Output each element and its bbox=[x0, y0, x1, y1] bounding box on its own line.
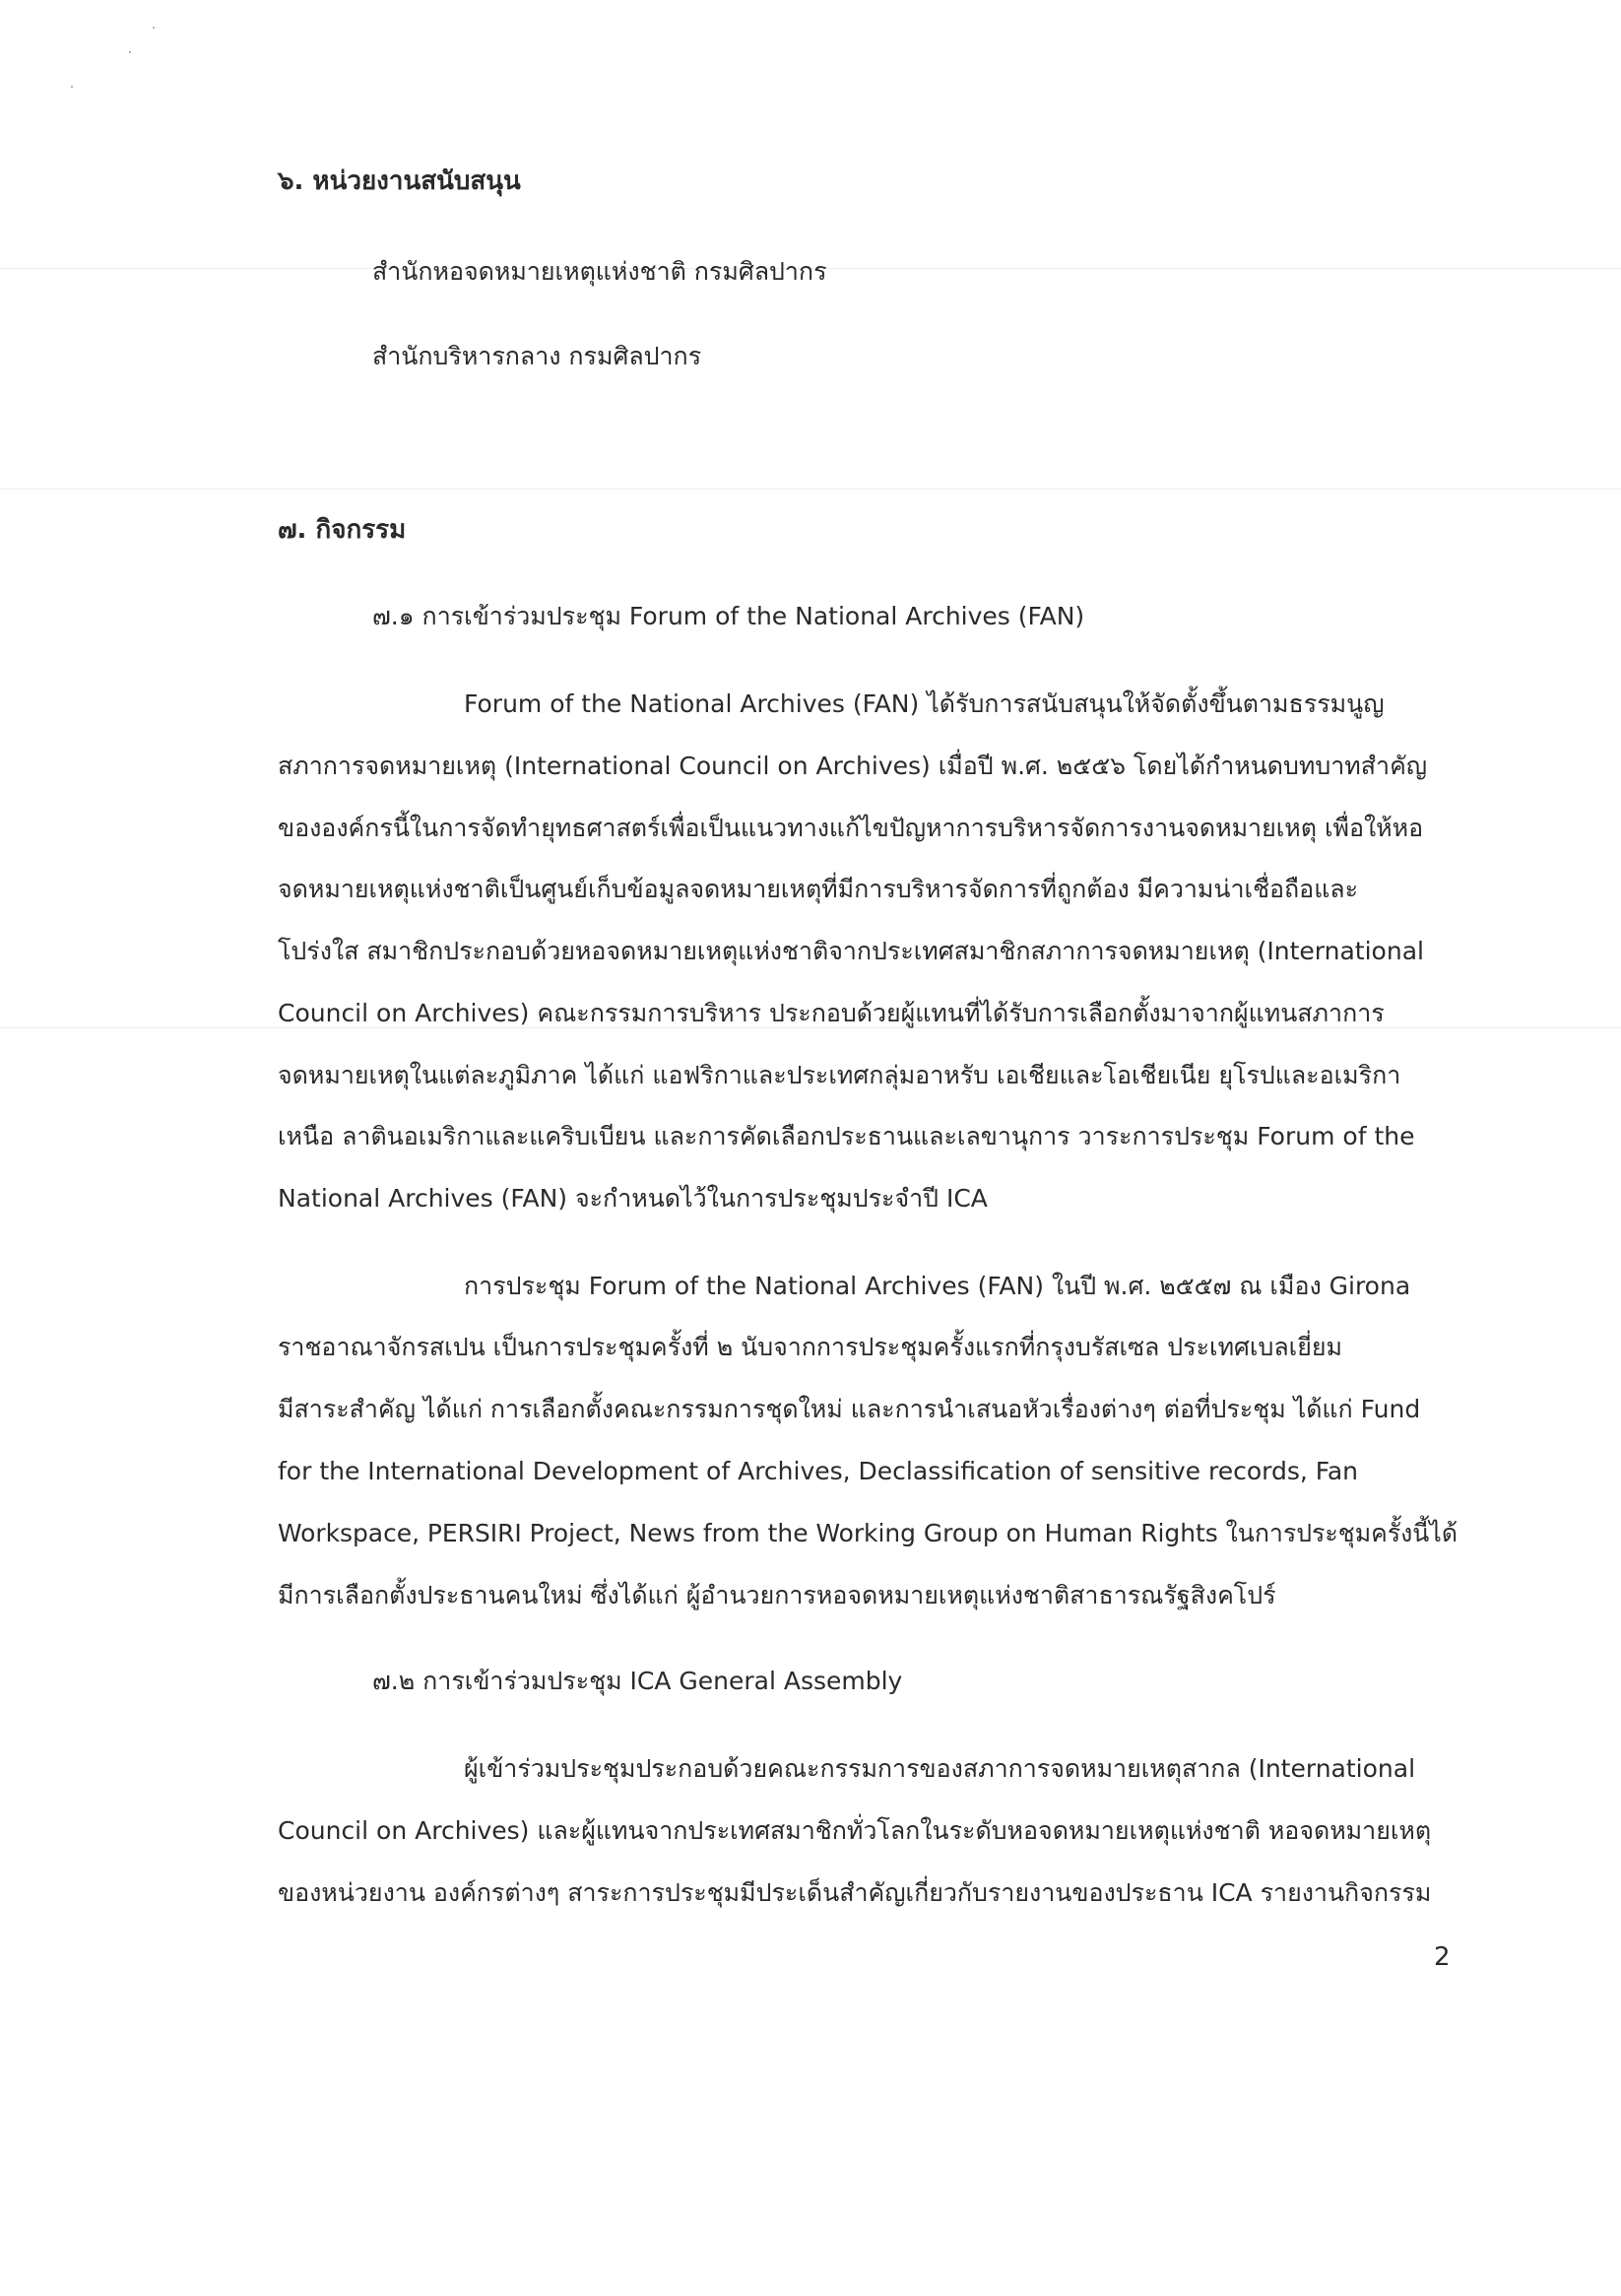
paragraph-line: for the International Development of Archives, Declassification of sensitive records, Fan bbox=[278, 1457, 1358, 1485]
paragraph-line: ผู้เข้าร่วมประชุมประกอบด้วยคณะกรรมการของสภาการจดหมายเหตุสากล (International bbox=[464, 1754, 1416, 1783]
paragraph-line: Council on Archives) คณะกรรมการบริหาร ประกอบด้วยผู้แทนที่ได้รับการเลือกตั้งมาจากผู้แทนสภาการ bbox=[278, 999, 1385, 1027]
paragraph-line: สภาการจดหมายเหตุ (International Council on Archives) เมื่อปี พ.ศ. ๒๕๕๖ โดยได้กำหนดบทบาทสำคัญ bbox=[278, 752, 1428, 780]
paragraph-line: ขององค์กรนี้ในการจัดทำยุทธศาสตร์เพื่อเป็นแนวทางแก้ไขปัญหาการบริหารจัดการงานจดหมายเหตุ เพื่อให้หอ bbox=[278, 814, 1424, 842]
subsection-7-2-title: ๗.๒ การเข้าร่วมประชุม ICA General Assembly bbox=[372, 1667, 903, 1695]
paragraph-line: ราชอาณาจักรสเปน เป็นการประชุมครั้งที่ ๒ นับจากการประชุมครั้งแรกที่กรุงบรัสเซล ประเทศเบลเยี่ยม bbox=[278, 1333, 1342, 1361]
paragraph-line: จดหมายเหตุแห่งชาติเป็นศูนย์เก็บข้อมูลจดหมายเหตุที่มีการบริหารจัดการที่ถูกต้อง มีความน่าเชื่อถือและ bbox=[278, 875, 1359, 903]
paragraph-line: National Archives (FAN) จะกำหนดไว้ในการประชุมประจำปี ICA bbox=[278, 1184, 988, 1213]
paragraph-line: มีการเลือกตั้งประธานคนใหม่ ซึ่งได้แก่ ผู้อำนวยการหอจดหมายเหตุแห่งชาติสาธารณรัฐสิงคโปร์ bbox=[278, 1581, 1276, 1609]
paragraph-line: ของหน่วยงาน องค์กรต่างๆ สาระการประชุมมีประเด็นสำคัญเกี่ยวกับรายงานของประธาน ICA รายงานกิจกรรม bbox=[278, 1878, 1432, 1907]
paragraph-line: Workspace, PERSIRI Project, News from the Working Group on Human Rights ในการประชุมครั้งนี้ได้ bbox=[278, 1519, 1458, 1547]
paragraph-line: โปร่งใส สมาชิกประกอบด้วยหอจดหมายเหตุแห่งชาติจากประเทศสมาชิกสภาการจดหมายเหตุ (International bbox=[278, 937, 1424, 965]
paragraph-line: การประชุม Forum of the National Archives (FAN) ในปี พ.ศ. ๒๕๕๗ ณ เมือง Girona bbox=[464, 1272, 1411, 1300]
page-number: 2 bbox=[1434, 1942, 1451, 1972]
scan-artifact-line bbox=[0, 489, 1621, 490]
subsection-7-1-title: ๗.๑ การเข้าร่วมประชุม Forum of the National Archives (FAN) bbox=[372, 602, 1085, 630]
section-6-heading: ๖. หน่วยงานสนับสนุน bbox=[278, 166, 521, 196]
section-6-item: สำนักหอจดหมายเหตุแห่งชาติ กรมศิลปากร bbox=[372, 257, 827, 286]
section-7-heading: ๗. กิจกรรม bbox=[278, 515, 407, 545]
scan-speck bbox=[71, 86, 73, 88]
section-6-item: สำนักบริหารกลาง กรมศิลปากร bbox=[372, 342, 702, 370]
scan-artifact-line bbox=[0, 1027, 1621, 1028]
paragraph-line: มีสาระสำคัญ ได้แก่ การเลือกตั้งคณะกรรมการชุดใหม่ และการนำเสนอหัวเรื่องต่างๆ ต่อที่ประชุม ได้แก่ Fund bbox=[278, 1395, 1421, 1423]
scan-speck bbox=[153, 27, 155, 29]
paragraph-line: Forum of the National Archives (FAN) ได้รับการสนับสนุนให้จัดตั้งขึ้นตามธรรมนูญ bbox=[464, 689, 1385, 718]
paragraph-line: จดหมายเหตุในแต่ละภูมิภาค ได้แก่ แอฟริกาและประเทศกลุ่มอาหรับ เอเชียและโอเชียเนีย ยุโรปและอเมริกา bbox=[278, 1061, 1401, 1089]
paragraph-line: Council on Archives) และผู้แทนจากประเทศสมาชิกทั่วโลกในระดับหอจดหมายเหตุแห่งชาติ หอจดหมายเหตุ bbox=[278, 1816, 1432, 1845]
paragraph-line: เหนือ ลาตินอเมริกาและแคริบเบียน และการคัดเลือกประธานและเลขานุการ วาระการประชุม Forum of the bbox=[278, 1122, 1415, 1150]
scan-speck bbox=[129, 51, 131, 53]
